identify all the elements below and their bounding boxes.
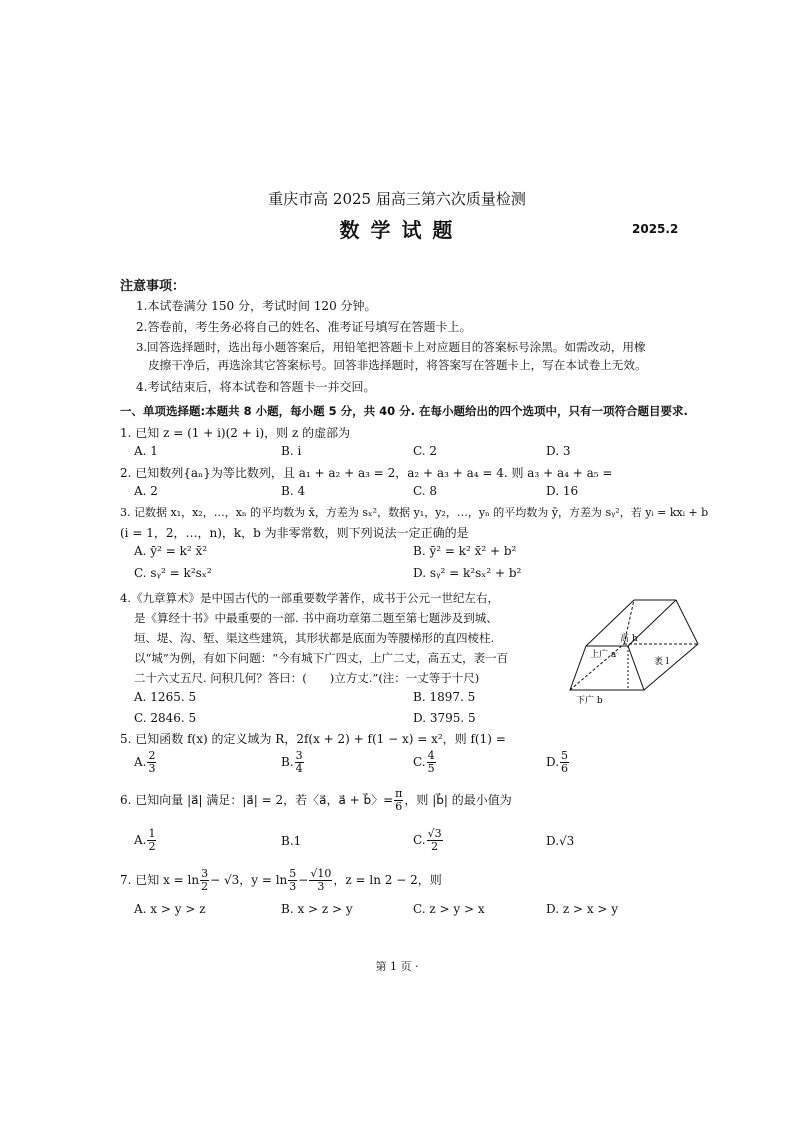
q2-option-d: D. 16 xyxy=(546,484,579,498)
q7-option-b: B. x > z > y xyxy=(281,902,353,916)
q5-option-c: C. $\frac{4}{5}$ xyxy=(413,749,435,775)
question-1-stem: 1. 已知 z = (1 + i)(2 + i)，则 z 的虚部为 xyxy=(120,426,351,440)
question-7-stem: 7. 已知 x = ln $\frac{3}{2}$ − √3，y = ln $\frac{5}{3}$ − $\frac{√10}{3}$ ，z = ln 2 − 2，则 xyxy=(120,867,442,893)
q7-option-a: A. x > y > z xyxy=(134,902,206,916)
figure-label-bottom: 下广 b xyxy=(576,696,603,706)
q6-option-b: B.1 xyxy=(281,834,302,848)
q1-option-a: A. 1 xyxy=(134,444,158,458)
question-2-stem: 2. 已知数列{aₙ}为等比数列，且 a₁ + a₂ + a₃ = 2，a₂ + a₃ + a₄ = 4. 则 a₃ + a₄ + a₅ = xyxy=(120,466,613,480)
q3-option-b: B. ȳ² = k² x̄² + b² xyxy=(413,544,517,558)
figure-label-top: 上广 a xyxy=(590,650,617,660)
question-4-line: 以“城”为例，有如下问题：“今有城下广四丈，上广二丈，高五丈，袤一百 xyxy=(134,651,509,665)
notice-item: 皮擦干净后，再选涂其它答案标号。回答非选择题时，将答案写在答题卡上，写在本试卷上无效。 xyxy=(148,358,647,372)
notice-item: 4.考试结束后，将本试卷和答题卡一并交回。 xyxy=(136,380,376,394)
exam-title: 重庆市高 2025 届高三第六次质量检测 xyxy=(268,190,526,208)
q4-option-a: A. 1265. 5 xyxy=(134,690,197,704)
figure-label-length: 袤 l xyxy=(654,657,669,667)
page-number: 第 1 页 · xyxy=(375,960,419,973)
q3-option-c: C. sᵧ² = k²sₓ² xyxy=(134,566,212,580)
q7-option-d: D. z > x > y xyxy=(546,902,619,916)
question-4-line: 二十六丈五尺. 问积几何？答曰：( )立方丈.”(注：一丈等于十尺) xyxy=(134,671,480,685)
question-3-stem: 3. 记数据 x₁，x₂，…，xₙ 的平均数为 x̄，方差为 sₓ²，数据 y₁，y₂，…，yₙ 的平均数为 ȳ，方差为 sᵧ²，若 yᵢ = kxᵢ + b xyxy=(120,506,709,519)
q4-option-d: D. 3795. 5 xyxy=(413,711,476,725)
q7-option-c: C. z > y > x xyxy=(413,902,485,916)
q3-option-d: D. sᵧ² = k²sₓ² + b² xyxy=(413,566,522,580)
q2-option-c: C. 8 xyxy=(413,484,438,498)
q6-option-a: A. $\frac{1}{2}$ xyxy=(134,827,156,853)
question-4-line: 是《算经十书》中最重要的一部. 书中商功章第二题至第七题涉及到城、 xyxy=(134,611,498,625)
figure-label-height: 高 h xyxy=(620,634,638,644)
question-5-stem: 5. 已知函数 f(x) 的定义域为 R，2f(x + 2) + f(1 − x) = x²，则 f(1) = xyxy=(120,732,506,746)
q4-option-c: C. 2846. 5 xyxy=(134,711,197,725)
q3-option-a: A. ȳ² = k² x̄² xyxy=(134,544,208,558)
notice-item: 3.回答选择题时，选出每小题答案后，用铅笔把答题卡上对应题目的答案标号涂黑。如需改动，用橡 xyxy=(136,340,646,354)
notice-heading: 注意事项： xyxy=(120,279,186,294)
q4-option-b: B. 1897. 5 xyxy=(413,690,476,704)
q1-option-d: D. 3 xyxy=(546,444,571,458)
question-4-line: 垣、堤、沟、堑、渠这些建筑，其形状都是底面为等腰梯形的直四棱柱. xyxy=(134,631,495,645)
q6-option-d: D.√3 xyxy=(546,834,575,848)
q5-option-a: A. $\frac{2}{3}$ xyxy=(134,749,156,775)
notice-item: 2.答卷前，考生务必将自己的姓名、准考证号填写在答题卡上。 xyxy=(136,320,472,334)
q1-option-b: B. i xyxy=(281,444,302,458)
question-6-stem: 6. 已知向量 |a⃗| 满足：|a⃗| = 2，若〈a⃗，a⃗ + b⃗〉= $\frac{\pi}{6}$ ，则 |b⃗| 的最小值为 xyxy=(120,787,512,813)
q1-option-c: C. 2 xyxy=(413,444,438,458)
q5-option-d: D. $\frac{5}{6}$ xyxy=(546,749,569,775)
q5-option-b: B. $\frac{3}{4}$ xyxy=(281,749,303,775)
q2-option-a: A. 2 xyxy=(134,484,158,498)
question-4-line: 4.《九章算术》是中国古代的一部重要数学著作，成书于公元一世纪左右， xyxy=(120,591,499,605)
notice-item: 1.本试卷满分 150 分，考试时间 120 分钟。 xyxy=(136,299,377,313)
q6-option-c: C. $\frac{√3}{2}$ xyxy=(413,827,442,853)
exam-date: 2025.2 xyxy=(632,222,679,236)
question-3-stem-cont: (i = 1，2，…，n)，k，b 为非零常数，则下列说法一定正确的是 xyxy=(120,526,469,540)
section-heading: 一、单项选择题:本题共 8 小题，每小题 5 分，共 40 分. 在每小题给出的四个选项中，只有一项符合题目要求. xyxy=(120,404,688,418)
subject-title: 数 学 试 题 xyxy=(339,218,455,242)
q2-option-b: B. 4 xyxy=(281,484,306,498)
prism-figure xyxy=(548,578,708,706)
